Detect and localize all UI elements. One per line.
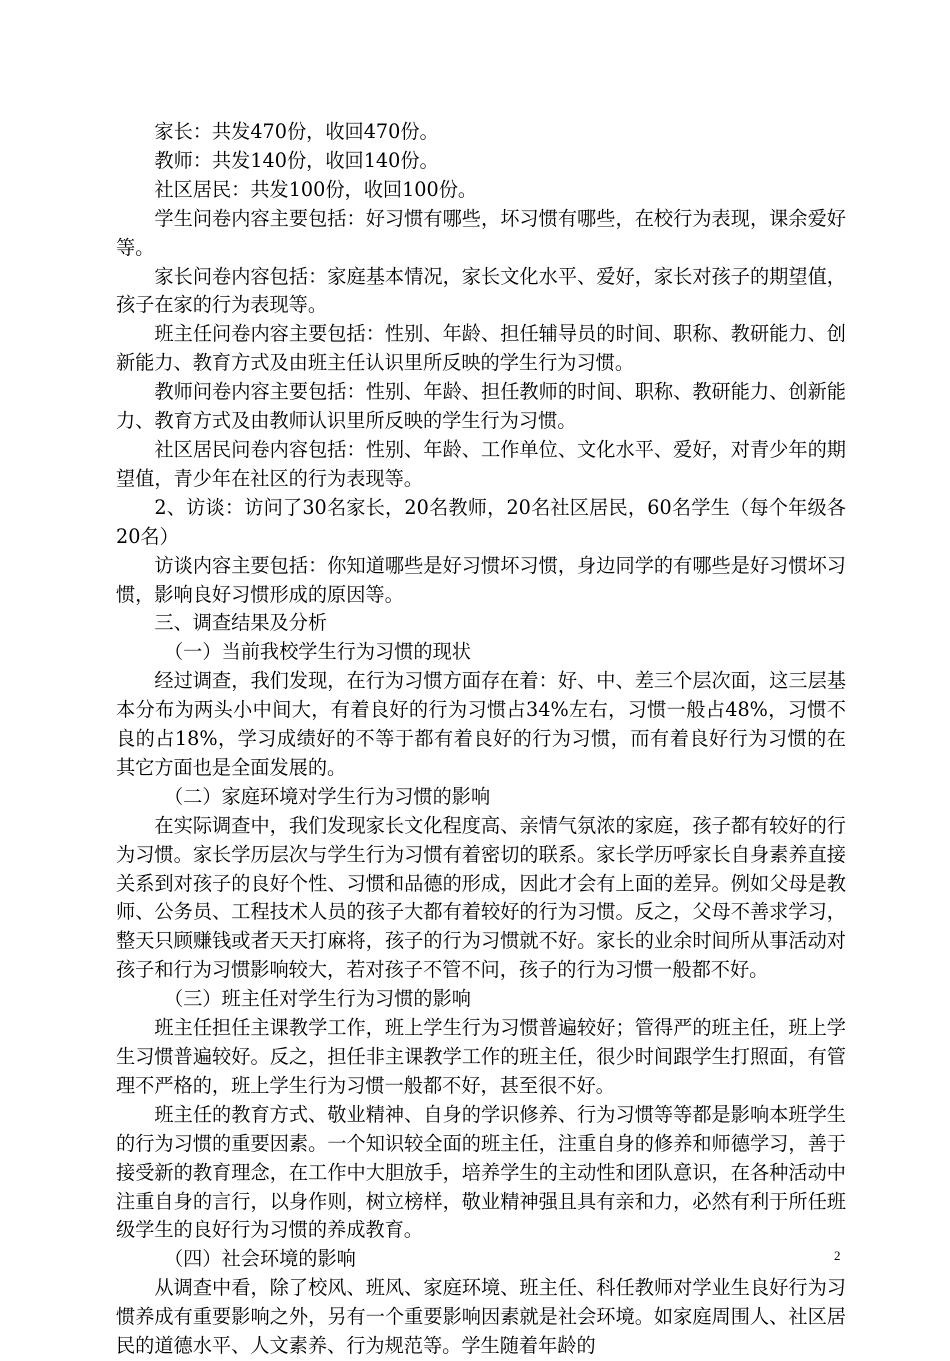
paragraph-interviews: 2、访谈：访问了30名家长，20名教师，20名社区居民，60名学生（每个年级各20名） [116,495,846,548]
paragraph-parents-survey-count: 家长：共发470份，收回470份。 [154,120,439,143]
paragraph-family-environment: 在实际调查中，我们发现家长文化程度高、亲情气氛浓的家庭，孩子都有较好的行为习惯。家长学历层次与学生行为习惯有着密切的联系。家长学历呼家长自身素养直接关系到对孩子的良好个性、习惯和品德的形成，因此才会有上面的差异。例如父母是教师、公务员、工程技术人员的孩子大都有着较好的行为习惯。反之，父母不善求学习，整天只顾赚钱或者天天打麻将，孩子的行为习惯就不好。家长的业余时间所从事活动对孩子和行为习惯影响较大，若对孩子不管不问，孩子的行为习惯一般都不好。 [116,813,846,982]
paragraph-social-environment: 从调查中看，除了校风、班风、家庭环境、班主任、科任教师对学业生良好行为习惯养成有重要影响之外，另有一个重要影响因素就是社会环境。如家庭周围人、社区居民的道德水平、人文素养、行为规范等。学生随着年龄的 [116,1276,846,1358]
paragraph-interview-content: 访谈内容主要包括：你知道哪些是好习惯坏习惯，身边同学的有哪些是好习惯坏习惯，影响良好习惯形成的原因等。 [116,553,846,606]
paragraph-student-questionnaire: 学生问卷内容主要包括：好习惯有哪些，坏习惯有哪些，在校行为表现，课余爱好等。 [116,206,846,259]
document-body [116,118,846,1361]
paragraph-residents-survey-count: 社区居民：共发100份，收回100份。 [154,177,478,201]
paragraph-teacher-questionnaire: 教师问卷内容主要包括：性别、年龄、担任教师的时间、职称、教研能力、创新能力、教育方式及由教师认识里所反映的学生行为习惯。 [116,380,846,433]
paragraph-teachers-survey-count: 教师：共发140份，收回140份。 [154,148,439,172]
paragraph-resident-questionnaire: 社区居民问卷内容包括：性别、年龄、工作单位、文化水平、爱好，对青少年的期望值，青少年在社区的行为表现等。 [116,437,846,490]
paragraph-current-status: 经过调查，我们发现，在行为习惯方面存在着：好、中、差三个层次面，这三层基本分布为两头小中间大，有着良好的行为习惯占34%左右，习惯一般占48%，习惯不良的占18%，学习成绩好的不等于都有着良好的行为习惯，而有着良好行为习惯的在其它方面也是全面发展的。 [116,669,846,779]
subheading-family-environment: （二）家庭环境对学生行为习惯的影响 [164,784,491,808]
section-heading-results: 三、调查结果及分析 [154,611,328,635]
paragraph-head-teacher-questionnaire: 班主任问卷内容主要包括：性别、年龄、担任辅导员的时间、职称、教研能力、创新能力、教育方式及由班主任认识里所反映的学生行为习惯。 [116,322,846,375]
subheading-current-status: （一）当前我校学生行为习惯的现状 [164,640,471,664]
paragraph-head-teacher-2: 班主任的教育方式、敬业精神、自身的学识修养、行为习惯等等都是影响本班学生的行为习惯的重要因素。一个知识较全面的班主任，注重自身的修养和师德学习，善于接受新的教育理念，在工作中大胆放手，培养学生的主动性和团队意识，在各种活动中注重自身的言行，以身作则，树立榜样，敬业精神强且具有亲和力，必然有利于所任班级学生的良好行为习惯的养成教育。 [116,1102,846,1242]
paragraph-head-teacher-1: 班主任担任主课教学工作，班上学生行为习惯普遍较好；管得严的班主任，班上学生习惯普遍较好。反之，担任非主课教学工作的班主任，很少时间跟学生打照面，有管理不严格的，班上学生行为习惯一般都不好，甚至很不好。 [116,1016,846,1097]
paragraph-parent-questionnaire: 家长问卷内容包括：家庭基本情况，家长文化水平、爱好，家长对孩子的期望值，孩子在家的行为表现等。 [116,264,846,317]
subheading-social-environment: （四）社会环境的影响 [164,1247,356,1271]
page-number: 2 [834,1248,841,1263]
subheading-head-teacher: （三）班主任对学生行为习惯的影响 [164,987,471,1011]
